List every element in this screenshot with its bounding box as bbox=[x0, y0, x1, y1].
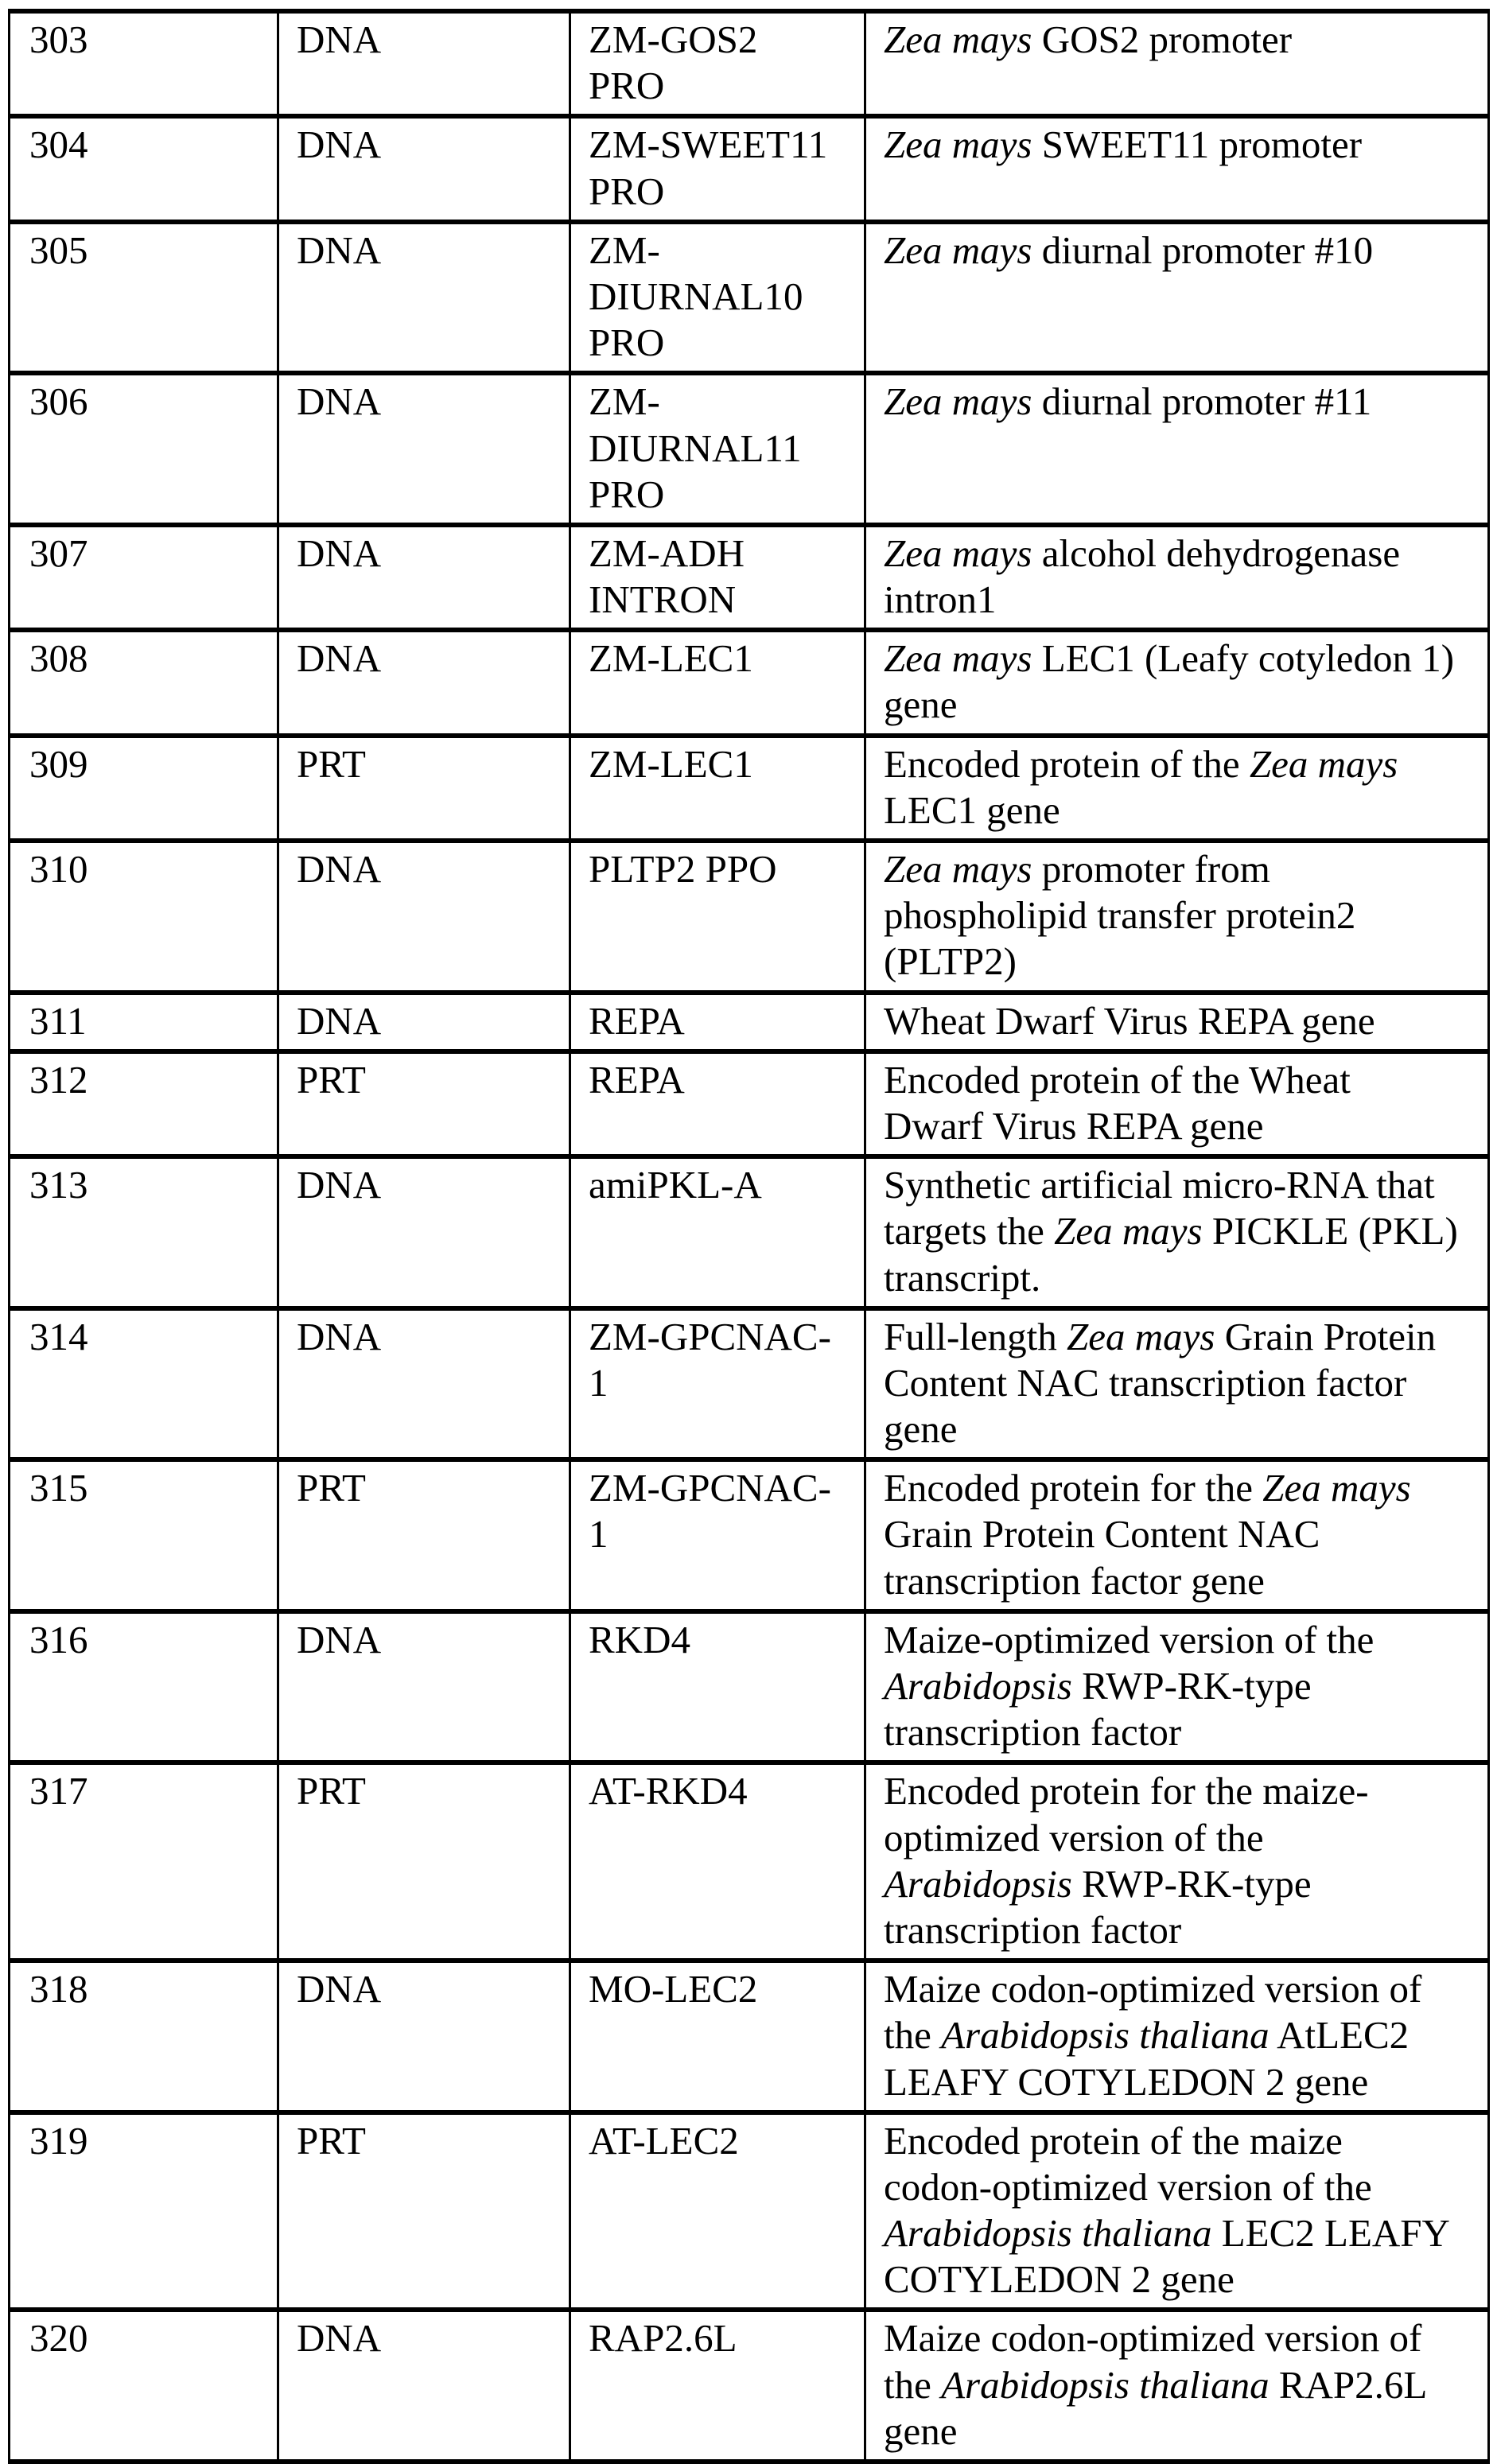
description-text: Maize-optimized version of the bbox=[884, 1617, 1375, 1661]
sequence-name-line: DIURNAL10 bbox=[589, 274, 803, 318]
sequence-name-line: PRO bbox=[589, 64, 665, 108]
seq-id: 305 bbox=[29, 227, 88, 272]
description-line bbox=[884, 998, 1473, 1044]
molecule-type-cell bbox=[278, 1051, 570, 1156]
molecule-type: PRT bbox=[297, 1466, 366, 1510]
description-line bbox=[884, 2118, 1473, 2164]
sequence-name-cell bbox=[570, 2310, 865, 2462]
description-text: (PLTP2) bbox=[884, 939, 1017, 984]
description-text: RWP-RK-type bbox=[1071, 1861, 1312, 1906]
description-line bbox=[884, 2408, 1473, 2454]
sequence-name-cell bbox=[570, 1611, 865, 1763]
sequence-name-line: ZM-LEC1 bbox=[589, 636, 753, 681]
species-name-italic: Arabidopsis thaliana bbox=[941, 2362, 1270, 2407]
description-text: gene bbox=[884, 682, 958, 727]
seq-id: 310 bbox=[29, 847, 88, 891]
sequence-name-line: PRO bbox=[589, 169, 665, 213]
table-row bbox=[10, 1762, 1489, 1961]
sequence-name-cell bbox=[570, 841, 865, 993]
species-name-italic: Zea mays bbox=[884, 636, 1032, 681]
species-name-italic: Arabidopsis bbox=[884, 1861, 1072, 1906]
description-text: the bbox=[884, 2013, 942, 2058]
description-cell bbox=[865, 116, 1489, 221]
description-line bbox=[884, 1558, 1473, 1604]
description-text: Content NAC transcription factor bbox=[884, 1360, 1407, 1405]
molecule-type: DNA bbox=[297, 1163, 382, 1207]
seq-id: 304 bbox=[29, 122, 88, 167]
description-cell bbox=[865, 2310, 1489, 2462]
description-text: gene bbox=[884, 1407, 958, 1452]
molecule-type: DNA bbox=[297, 227, 382, 272]
sequence-name-line: ZM-SWEET11 bbox=[589, 122, 828, 167]
seq-id-cell bbox=[10, 2310, 278, 2462]
seq-id-cell bbox=[10, 1961, 278, 2112]
description-text: intron1 bbox=[884, 577, 997, 622]
species-name-italic: Zea mays bbox=[1067, 1314, 1215, 1358]
table-row bbox=[10, 841, 1489, 993]
molecule-type-cell bbox=[278, 2310, 570, 2462]
description-line bbox=[884, 1768, 1473, 1814]
molecule-type-cell bbox=[278, 1156, 570, 1308]
description-line bbox=[884, 1663, 1473, 1709]
description-text: optimized version of the bbox=[884, 1815, 1264, 1860]
sequence-name-line: PRO bbox=[589, 472, 665, 516]
description-text: transcription factor bbox=[884, 1710, 1182, 1755]
description-text: transcription factor bbox=[884, 1907, 1182, 1952]
sequence-name-cell bbox=[570, 630, 865, 735]
sequence-name-line: ZM-ADH bbox=[589, 530, 745, 575]
sequence-name-line: AT-RKD4 bbox=[589, 1769, 748, 1813]
species-name-italic: Zea mays bbox=[884, 530, 1032, 575]
table-row bbox=[10, 116, 1489, 221]
species-name-italic: Zea mays bbox=[1054, 1209, 1203, 1253]
description-line bbox=[884, 787, 1473, 834]
sequence-name-line: ZM-LEC1 bbox=[589, 741, 753, 786]
description-line bbox=[884, 17, 1473, 63]
sequence-name-line: 1 bbox=[589, 1360, 609, 1405]
molecule-type: PRT bbox=[297, 741, 366, 786]
description-text: PICKLE (PKL) bbox=[1202, 1209, 1458, 1253]
table-row bbox=[10, 1051, 1489, 1156]
description-line bbox=[884, 379, 1473, 425]
sequence-name-line: RAP2.6L bbox=[589, 2316, 737, 2361]
description-line bbox=[884, 1709, 1473, 1755]
species-name-italic: Arabidopsis thaliana bbox=[884, 2211, 1212, 2256]
description-line bbox=[884, 1162, 1473, 1208]
description-text: RAP2.6L bbox=[1269, 2362, 1428, 2407]
seq-id: 313 bbox=[29, 1163, 88, 1207]
molecule-type: DNA bbox=[297, 636, 382, 681]
molecule-type: PRT bbox=[297, 1769, 366, 1813]
description-text: Dwarf Virus REPA gene bbox=[884, 1103, 1264, 1148]
description-text: transcript. bbox=[884, 1255, 1041, 1300]
species-name-italic: Zea mays bbox=[884, 17, 1032, 61]
sequence-name-cell bbox=[570, 373, 865, 525]
seq-id: 306 bbox=[29, 379, 88, 424]
description-text: Encoded protein for the maize- bbox=[884, 1769, 1369, 1813]
molecule-type: DNA bbox=[297, 530, 382, 575]
table-row bbox=[10, 1611, 1489, 1763]
description-text: RWP-RK-type bbox=[1071, 1664, 1312, 1708]
description-line bbox=[884, 741, 1473, 787]
description-line bbox=[884, 2164, 1473, 2210]
description-text: Maize codon-optimized version of bbox=[884, 2316, 1422, 2361]
seq-id-cell bbox=[10, 2112, 278, 2310]
molecule-type-cell bbox=[278, 11, 570, 116]
description-line bbox=[884, 1907, 1473, 1953]
table-row bbox=[10, 993, 1489, 1051]
description-text: the bbox=[884, 2362, 942, 2407]
description-text: Encoded protein of the bbox=[884, 741, 1250, 786]
description-line bbox=[884, 1815, 1473, 1861]
seq-id-cell bbox=[10, 630, 278, 735]
species-name-italic: Zea mays bbox=[884, 122, 1032, 167]
seq-id: 307 bbox=[29, 530, 88, 575]
description-text: Grain Protein bbox=[1215, 1314, 1437, 1358]
description-line bbox=[884, 577, 1473, 623]
description-text: phospholipid transfer protein2 bbox=[884, 893, 1356, 938]
description-text: Grain Protein Content NAC bbox=[884, 1512, 1320, 1557]
sequence-name-line: ZM-GPCNAC- bbox=[589, 1314, 831, 1358]
description-cell bbox=[865, 1308, 1489, 1460]
molecule-type-cell bbox=[278, 993, 570, 1051]
sequence-name-line: amiPKL-A bbox=[589, 1163, 762, 1207]
table-row bbox=[10, 373, 1489, 525]
seq-id-cell bbox=[10, 525, 278, 630]
seq-id-cell bbox=[10, 841, 278, 993]
seq-id-cell bbox=[10, 11, 278, 116]
sequence-name-cell bbox=[570, 736, 865, 841]
description-cell bbox=[865, 1961, 1489, 2112]
description-line bbox=[884, 682, 1473, 728]
sequence-name-cell bbox=[570, 525, 865, 630]
seq-id: 312 bbox=[29, 1057, 88, 1102]
molecule-type: DNA bbox=[297, 122, 382, 167]
description-cell bbox=[865, 1156, 1489, 1308]
description-line bbox=[884, 1406, 1473, 1452]
description-cell bbox=[865, 1611, 1489, 1763]
description-text: Synthetic artificial micro-RNA that bbox=[884, 1163, 1435, 1207]
description-text: AtLEC2 bbox=[1269, 2013, 1410, 2058]
description-text: Full-length bbox=[884, 1314, 1067, 1358]
description-cell bbox=[865, 993, 1489, 1051]
sequence-name-line: PRO bbox=[589, 321, 665, 365]
description-text: gene bbox=[884, 2408, 958, 2453]
sequence-name-cell bbox=[570, 1156, 865, 1308]
seq-id-cell bbox=[10, 1762, 278, 1961]
description-line bbox=[884, 1314, 1473, 1360]
description-cell bbox=[865, 525, 1489, 630]
seq-id: 320 bbox=[29, 2316, 88, 2361]
molecule-type: PRT bbox=[297, 1057, 366, 1102]
molecule-type-cell bbox=[278, 1308, 570, 1460]
description-text: diurnal promoter #10 bbox=[1032, 227, 1374, 272]
molecule-type: DNA bbox=[297, 998, 382, 1043]
molecule-type-cell bbox=[278, 2112, 570, 2310]
molecule-type-cell bbox=[278, 1961, 570, 2112]
description-text: promoter from bbox=[1032, 847, 1270, 891]
seq-id-cell bbox=[10, 1051, 278, 1156]
seq-id-cell bbox=[10, 1156, 278, 1308]
seq-id: 318 bbox=[29, 1967, 88, 2011]
sequence-name-cell bbox=[570, 2112, 865, 2310]
description-text: GOS2 promoter bbox=[1032, 17, 1293, 61]
description-text: transcription factor gene bbox=[884, 1558, 1265, 1603]
molecule-type-cell bbox=[278, 116, 570, 221]
molecule-type: DNA bbox=[297, 1617, 382, 1661]
species-name-italic: Zea mays bbox=[884, 379, 1032, 424]
sequence-name-cell bbox=[570, 993, 865, 1051]
molecule-type-cell bbox=[278, 1762, 570, 1961]
description-text: LEC2 LEAFY bbox=[1211, 2211, 1450, 2256]
sequence-name-line: PLTP2 PPO bbox=[589, 847, 777, 891]
sequence-name-line: ZM- bbox=[589, 379, 660, 424]
molecule-type-cell bbox=[278, 373, 570, 525]
seq-id-cell bbox=[10, 993, 278, 1051]
seq-id: 308 bbox=[29, 636, 88, 681]
sequence-name-line: INTRON bbox=[589, 577, 737, 622]
table-row bbox=[10, 2310, 1489, 2462]
seq-id-cell bbox=[10, 1308, 278, 1460]
molecule-type-cell bbox=[278, 841, 570, 993]
sequence-name-cell bbox=[570, 1961, 865, 2112]
description-text: Encoded protein of the maize bbox=[884, 2118, 1343, 2163]
sequence-name-line: DIURNAL11 bbox=[589, 426, 802, 470]
table-row bbox=[10, 525, 1489, 630]
table-row bbox=[10, 1961, 1489, 2112]
sequence-name-line: ZM-GOS2 bbox=[589, 17, 758, 61]
description-text: diurnal promoter #11 bbox=[1032, 379, 1372, 424]
seq-id-cell bbox=[10, 1611, 278, 1763]
description-line bbox=[884, 2059, 1473, 2105]
species-name-italic: Arabidopsis bbox=[884, 1664, 1072, 1708]
molecule-type: DNA bbox=[297, 1314, 382, 1358]
sequence-name-line: ZM- bbox=[589, 227, 660, 272]
description-text: Maize codon-optimized version of bbox=[884, 1967, 1422, 2011]
description-line bbox=[884, 635, 1473, 682]
molecule-type-cell bbox=[278, 1611, 570, 1763]
description-line bbox=[884, 1057, 1473, 1103]
description-text: LEAFY COTYLEDON 2 gene bbox=[884, 2059, 1369, 2104]
sequence-name-line: ZM-GPCNAC- bbox=[589, 1466, 831, 1510]
sequence-name-cell bbox=[570, 116, 865, 221]
description-line bbox=[884, 939, 1473, 985]
sequence-name-cell bbox=[570, 1308, 865, 1460]
sequence-name-cell bbox=[570, 11, 865, 116]
table-row bbox=[10, 630, 1489, 735]
table-row bbox=[10, 11, 1489, 116]
description-text: SWEET11 promoter bbox=[1032, 122, 1363, 167]
description-text: Wheat Dwarf Virus REPA gene bbox=[884, 998, 1375, 1043]
description-line bbox=[884, 892, 1473, 939]
species-name-italic: Zea mays bbox=[884, 847, 1032, 891]
seq-id-cell bbox=[10, 736, 278, 841]
description-text: codon-optimized version of the bbox=[884, 2164, 1372, 2209]
description-text: LEC1 gene bbox=[884, 787, 1060, 832]
molecule-type-cell bbox=[278, 525, 570, 630]
description-cell bbox=[865, 11, 1489, 116]
molecule-type: PRT bbox=[297, 2118, 366, 2163]
sequence-name-cell bbox=[570, 1051, 865, 1156]
seq-id-cell bbox=[10, 222, 278, 374]
sequence-name-line: AT-LEC2 bbox=[589, 2118, 739, 2163]
description-line bbox=[884, 1103, 1473, 1149]
seq-id-cell bbox=[10, 1459, 278, 1611]
description-line bbox=[884, 1360, 1473, 1406]
description-line bbox=[884, 1255, 1473, 1301]
table-row bbox=[10, 1156, 1489, 1308]
species-name-italic: Zea mays bbox=[884, 227, 1032, 272]
seq-id-cell bbox=[10, 373, 278, 525]
description-line bbox=[884, 1208, 1473, 1254]
description-line bbox=[884, 2315, 1473, 2361]
description-text: alcohol dehydrogenase bbox=[1032, 530, 1401, 575]
description-cell bbox=[865, 736, 1489, 841]
description-line bbox=[884, 846, 1473, 892]
seq-id: 309 bbox=[29, 741, 88, 786]
description-text: LEC1 (Leafy cotyledon 1) bbox=[1032, 636, 1455, 681]
table-row bbox=[10, 222, 1489, 374]
description-line bbox=[884, 2012, 1473, 2058]
sequence-name-line: REPA bbox=[589, 1057, 685, 1102]
sequence-name-cell bbox=[570, 222, 865, 374]
seq-id-cell bbox=[10, 116, 278, 221]
description-line bbox=[884, 530, 1473, 577]
table-row bbox=[10, 2112, 1489, 2310]
sequence-name-cell bbox=[570, 1762, 865, 1961]
molecule-type-cell bbox=[278, 630, 570, 735]
molecule-type-cell bbox=[278, 222, 570, 374]
description-cell bbox=[865, 1459, 1489, 1611]
sequence-table-body bbox=[10, 11, 1489, 2462]
molecule-type-cell bbox=[278, 736, 570, 841]
seq-id: 319 bbox=[29, 2118, 88, 2163]
sequence-name-cell bbox=[570, 1459, 865, 1611]
seq-id: 317 bbox=[29, 1769, 88, 1813]
table-row bbox=[10, 1459, 1489, 1611]
molecule-type: DNA bbox=[297, 1967, 382, 2011]
molecule-type-cell bbox=[278, 1459, 570, 1611]
sequence-name-line: REPA bbox=[589, 998, 685, 1043]
seq-id: 316 bbox=[29, 1617, 88, 1661]
sequence-name-line: MO-LEC2 bbox=[589, 1967, 758, 2011]
description-text: Encoded protein of the Wheat bbox=[884, 1057, 1351, 1102]
seq-id: 303 bbox=[29, 17, 88, 61]
table-row bbox=[10, 736, 1489, 841]
description-text: COTYLEDON 2 gene bbox=[884, 2257, 1235, 2302]
description-line bbox=[884, 1617, 1473, 1663]
sequence-name-line: 1 bbox=[589, 1512, 609, 1557]
description-line bbox=[884, 227, 1473, 274]
description-cell bbox=[865, 1762, 1489, 1961]
description-text: targets the bbox=[884, 1209, 1055, 1253]
sequence-listing-table bbox=[8, 9, 1490, 2464]
description-line bbox=[884, 1861, 1473, 1907]
description-line bbox=[884, 1966, 1473, 2012]
description-line bbox=[884, 1465, 1473, 1511]
description-cell bbox=[865, 222, 1489, 374]
description-line bbox=[884, 2210, 1473, 2256]
molecule-type: DNA bbox=[297, 847, 382, 891]
molecule-type: DNA bbox=[297, 379, 382, 424]
description-cell bbox=[865, 373, 1489, 525]
description-line bbox=[884, 1511, 1473, 1557]
description-cell bbox=[865, 841, 1489, 993]
sequence-name-line: RKD4 bbox=[589, 1617, 690, 1661]
species-name-italic: Zea mays bbox=[1262, 1466, 1411, 1510]
seq-id: 315 bbox=[29, 1466, 88, 1510]
seq-id: 311 bbox=[29, 998, 87, 1043]
description-cell bbox=[865, 630, 1489, 735]
molecule-type: DNA bbox=[297, 2316, 382, 2361]
description-line bbox=[884, 122, 1473, 168]
species-name-italic: Zea mays bbox=[1249, 741, 1398, 786]
description-line bbox=[884, 2362, 1473, 2408]
table-row bbox=[10, 1308, 1489, 1460]
description-cell bbox=[865, 1051, 1489, 1156]
description-line bbox=[884, 2256, 1473, 2303]
seq-id: 314 bbox=[29, 1314, 88, 1358]
species-name-italic: Arabidopsis thaliana bbox=[941, 2013, 1270, 2058]
molecule-type: DNA bbox=[297, 17, 382, 61]
description-cell bbox=[865, 2112, 1489, 2310]
description-text: Encoded protein for the bbox=[884, 1466, 1263, 1510]
